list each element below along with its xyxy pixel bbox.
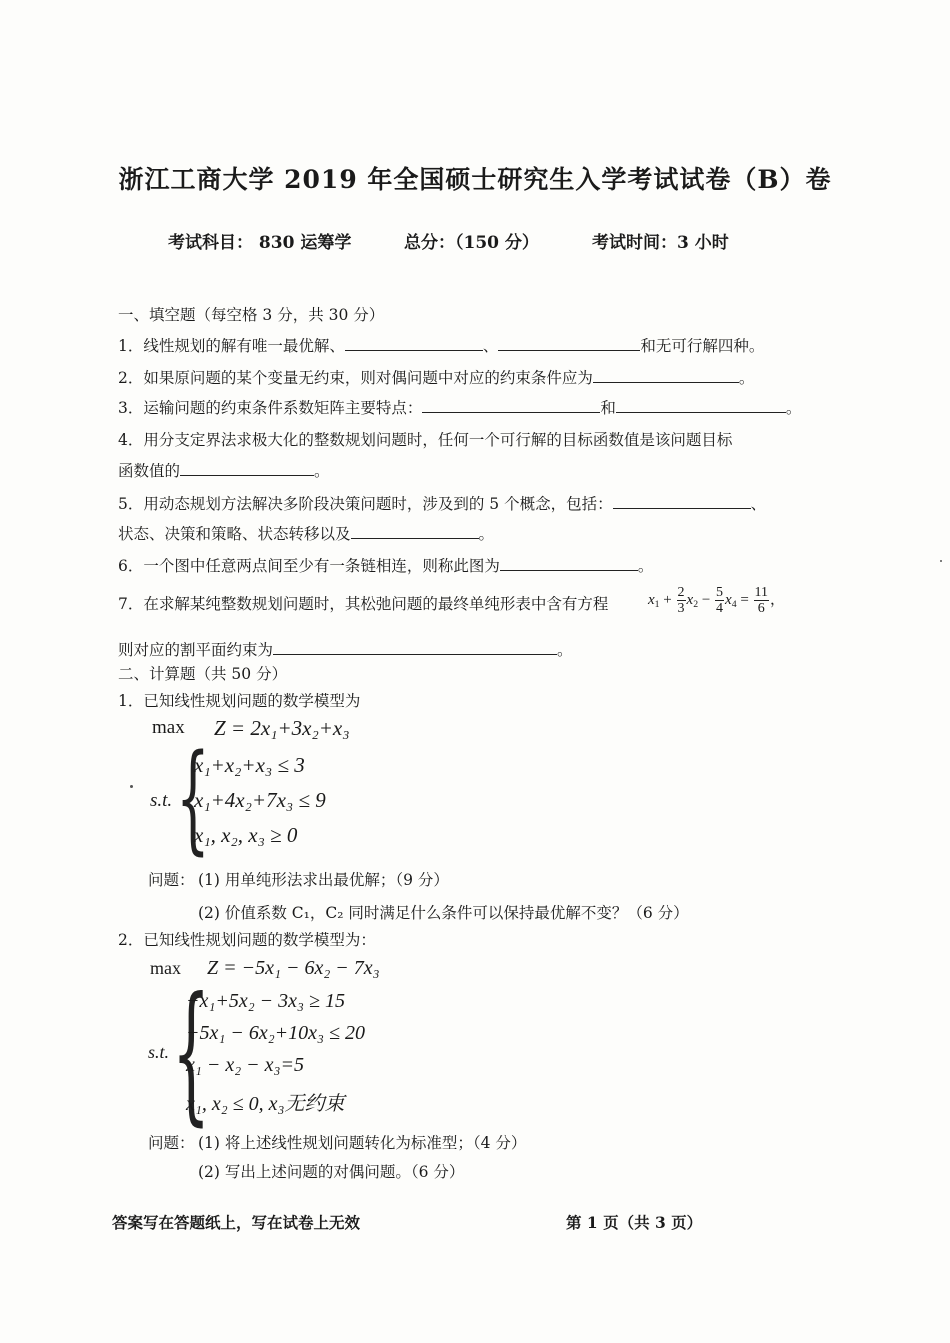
problem-2-constraint-3: x₁ − x₂ − x₃=5 — [186, 1054, 304, 1076]
exam-subject: 考试科目： 830 运筹学 — [168, 233, 352, 253]
equation-term: x — [725, 591, 732, 608]
question-text: 、 — [750, 495, 767, 513]
question-5-cont — [118, 522, 494, 544]
question-text: 和 — [600, 399, 616, 417]
answer-blank — [422, 397, 600, 414]
answer-blank — [351, 523, 479, 540]
exam-total-score: 总分：（150 分） — [404, 233, 539, 253]
fraction-numerator: 2 — [677, 585, 685, 600]
problem-2-ask-2: (2) 写出上述问题的对偶问题。（6 分） — [198, 1163, 465, 1181]
question-5 — [118, 492, 766, 514]
question-text: 函数值的 — [118, 462, 181, 480]
section2-heading: 二、计算题（共 50 分） — [118, 665, 288, 683]
fraction — [754, 585, 769, 616]
question-text: 。 — [637, 557, 654, 575]
question-text: 2．如果原问题的某个变量无约束，则对偶问题中对应的约束条件应为 — [118, 369, 593, 387]
question-text: 7．在求解某纯整数规划问题时，其松弛问题的最终单纯形表中含有方程 — [118, 595, 609, 613]
question-text: 状态、决策和策略、状态转移以及 — [118, 525, 351, 543]
answer-blank — [498, 335, 640, 352]
fraction-denominator: 6 — [757, 601, 765, 616]
equation-operator: = — [740, 591, 749, 608]
answer-blank — [345, 335, 483, 352]
equation-operator: + — [663, 591, 672, 608]
problem-2-ask-label: 问题： — [148, 1134, 195, 1152]
answer-blank — [616, 397, 786, 414]
left-brace: { — [176, 728, 210, 866]
question-text: 则对应的割平面约束为 — [118, 641, 274, 659]
section1-heading: 一、填空题（每空格 3 分，共 30 分） — [118, 306, 385, 324]
problem-2-st: s.t. — [148, 1042, 170, 1062]
question-7-cont — [118, 638, 573, 660]
fraction-denominator: 3 — [677, 601, 685, 616]
left-brace: { — [172, 966, 211, 1140]
exam-duration: 考试时间：3 小时 — [592, 233, 729, 253]
problem-2-constraint-1: −x₁+5x₂ − 3x₃ ≥ 15 — [186, 990, 345, 1012]
problem-1-max: max — [152, 717, 185, 738]
question-7-equation: $x_1$ + $\frac{2}{3}$ $x_2$ − $\frac{5}{4}$ $x_4$ = $\frac{11}{6}$ ， — [648, 585, 786, 616]
answer-blank — [500, 555, 638, 572]
question-text: 6．一个图中任意两点间至少有一条链相连，则称此图为 — [118, 557, 500, 575]
fraction-denominator: 4 — [716, 601, 724, 616]
problem-1-constraint-3: x₁, x₂, x₃ ≥ 0 — [194, 823, 298, 847]
problem-2-max: max — [150, 958, 181, 978]
equation-operator: − — [701, 591, 711, 608]
question-text: 。 — [557, 641, 573, 659]
problem-1-ask-2: (2) 价值系数 C₁，C₂ 同时满足什么条件可以保持最优解不变？（6 分） — [198, 904, 689, 922]
problem-1-constraint-2: x₁+4x₂+7x₃ ≤ 9 — [194, 788, 326, 812]
scan-speck — [940, 560, 942, 562]
problem-2-objective: Z = −5x₁ − 6x₂ − 7x₃ — [207, 957, 380, 979]
question-text: 3．运输问题的约束条件系数矩阵主要特点： — [118, 399, 423, 417]
question-text: 。 — [314, 462, 330, 480]
equation-term: x — [686, 591, 694, 608]
footer-note: 答案写在答题纸上，写在试卷上无效 — [112, 1213, 361, 1232]
question-4: 4．用分支定界法求极大化的整数规划问题时，任何一个可行解的目标函数值是该问题目标 — [118, 431, 733, 449]
problem-1-objective: Z = 2x₁+3x₂+x₃ — [214, 716, 350, 740]
page-number: 第 1 页（共 3 页） — [566, 1213, 703, 1232]
problem-1-ask-1: (1) 用单纯形法求出最优解；（9 分） — [198, 871, 449, 889]
answer-blank — [613, 493, 751, 510]
question-text: 、 — [482, 337, 499, 355]
problem-1-ask-label: 问题： — [148, 871, 195, 889]
question-text: 5．用动态规划方法解决多阶段决策问题时，涉及到的 5 个概念，包括： — [118, 495, 613, 513]
fraction-numerator: 11 — [754, 585, 769, 600]
problem-2-ask-1: (1) 将上述线性规划问题转化为标准型；（4 分） — [198, 1134, 527, 1152]
equation-operator: ， — [770, 591, 786, 608]
scan-speck — [130, 785, 133, 788]
question-6 — [118, 554, 653, 576]
problem-1-constraint-1: x₁+x₂+x₃ ≤ 3 — [194, 753, 305, 777]
answer-blank — [180, 460, 314, 477]
exam-title: 浙江工商大学 2019 年全国硕士研究生入学考试试卷（B）卷 — [118, 165, 832, 194]
question-2 — [118, 366, 754, 388]
problem-2-intro: 2．已知线性规划问题的数学模型为： — [118, 931, 376, 949]
problem-2-constraint-2: −5x₁ − 6x₂+10x₃ ≤ 20 — [186, 1022, 365, 1044]
fraction — [715, 585, 724, 616]
fraction — [677, 585, 686, 616]
equation-term: x — [648, 591, 655, 608]
answer-blank — [593, 367, 739, 384]
question-7 — [118, 592, 608, 614]
question-text: 和无可行解四种。 — [640, 337, 765, 355]
answer-blank — [273, 639, 557, 656]
question-1 — [118, 334, 764, 356]
question-text: 。 — [478, 525, 495, 543]
problem-1-st: s.t. — [150, 790, 173, 811]
question-4-cont — [118, 459, 330, 481]
question-text: 。 — [785, 399, 802, 417]
question-3 — [118, 396, 801, 418]
fraction-numerator: 5 — [716, 585, 724, 600]
question-text: 1．线性规划的解有唯一最优解、 — [118, 337, 345, 355]
problem-2-constraint-4: x₁, x₂ ≤ 0, x₃无约束 — [186, 1093, 345, 1115]
problem-1-intro: 1．已知线性规划问题的数学模型为 — [118, 692, 361, 710]
question-text: 。 — [738, 369, 755, 387]
